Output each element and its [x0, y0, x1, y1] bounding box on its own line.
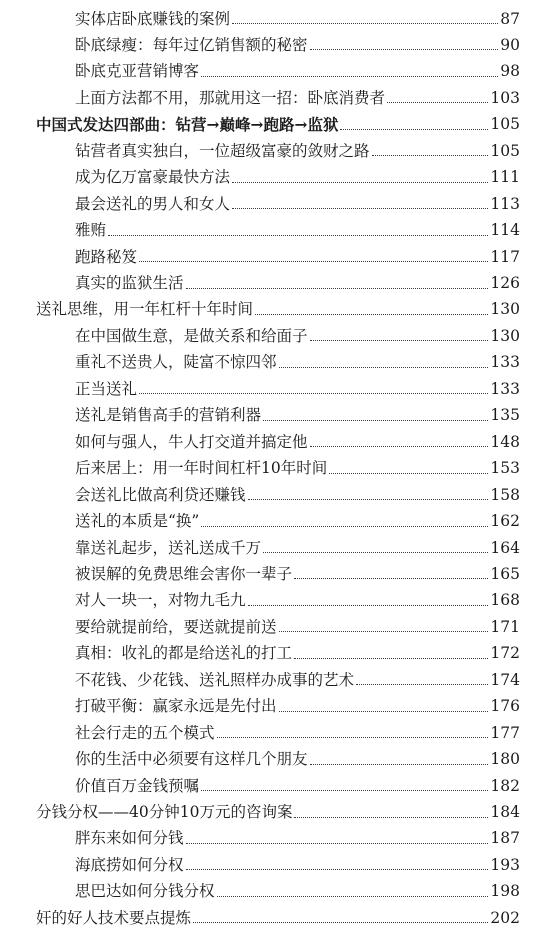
dot-leader: [294, 817, 488, 818]
toc-page-number: 130: [490, 326, 520, 345]
dot-leader: [232, 23, 498, 24]
toc-entry: [75, 769, 520, 795]
toc-page-number: 176: [490, 697, 520, 716]
toc-entry: [75, 478, 520, 504]
toc-entry-title: 上面方法都不用，那就用这一招：卧底消费者: [75, 88, 386, 107]
dot-leader: [217, 896, 489, 897]
toc-entry: [75, 505, 520, 531]
dot-leader: [139, 393, 488, 394]
toc-page-number: 90: [500, 35, 520, 54]
toc-entry: [75, 716, 520, 742]
toc-page-number: 165: [490, 564, 520, 583]
toc-entry: [75, 2, 520, 28]
dot-leader: [186, 288, 489, 289]
toc-entry: [75, 848, 520, 874]
toc-entry: [75, 81, 520, 107]
toc-entry-title: 真实的监狱生活: [75, 274, 184, 292]
toc-page-number: 174: [490, 670, 520, 689]
toc-page-number: 98: [500, 62, 520, 81]
toc-page-number: 133: [490, 353, 520, 372]
dot-leader: [193, 922, 488, 923]
toc-page-number: 130: [490, 300, 520, 319]
toc-entry-title: 成为亿万富豪最快方法: [75, 168, 231, 187]
toc-page-number: 114: [490, 221, 520, 240]
toc-page-number: 103: [490, 88, 520, 107]
dot-leader: [201, 76, 498, 77]
toc-page-number: 180: [490, 750, 520, 769]
toc-page-number: 162: [490, 512, 520, 531]
dot-leader: [217, 737, 489, 738]
toc-entry-title: 靠送礼起步，送礼送成千万: [75, 538, 262, 557]
toc-entry-title: 在中国做生意，是做关系和给面子: [75, 326, 308, 345]
toc-entry-title: 实体店卧底赚钱的案例: [75, 9, 231, 28]
toc-page-number: 105: [490, 141, 520, 160]
toc-entry: [75, 875, 520, 901]
toc-entry: [75, 28, 520, 54]
toc-page-number: 126: [490, 274, 520, 292]
toc-page-number: 153: [490, 459, 520, 478]
toc-entry-title: 卧底克亚营销博客: [75, 62, 200, 81]
dot-leader: [310, 340, 489, 341]
toc-entry-title: 打破平衡：赢家永远是先付出: [75, 697, 277, 716]
toc-page-number: 158: [490, 485, 520, 504]
toc-entry-title: 你的生活中必须要有这样几个朋友: [75, 750, 308, 769]
toc-entry-title: 送礼的本质是“换”: [75, 512, 200, 531]
toc-page-number: 184: [490, 803, 520, 821]
toc-entry-title: 不花钱、少花钱、送礼照样办成事的艺术: [75, 670, 355, 689]
toc-entry: [75, 557, 520, 583]
dot-leader: [263, 420, 488, 421]
dot-leader: [329, 473, 488, 474]
toc-entry: [75, 346, 520, 372]
toc-page-number: 117: [490, 247, 520, 266]
dot-leader: [232, 208, 488, 209]
dot-leader: [279, 367, 489, 368]
toc-entry: [75, 161, 520, 187]
toc-entry-title: 正当送礼: [75, 379, 138, 398]
toc-page-number: 187: [490, 829, 520, 848]
toc-entry: [75, 743, 520, 769]
dot-leader: [232, 182, 488, 183]
dot-leader: [263, 552, 488, 553]
toc-page-number: 177: [490, 723, 520, 742]
dot-leader: [279, 711, 489, 712]
toc-entry-title: 对人一块一，对物九毛九: [75, 591, 246, 610]
toc-page-number: 105: [490, 115, 520, 134]
toc-entry-title: 要给就提前给，要送就提前送: [75, 617, 277, 636]
toc-entry: [75, 319, 520, 345]
toc-entry-title: 最会送礼的男人和女人: [75, 194, 231, 213]
toc-entry: [75, 822, 520, 848]
toc-entry: [75, 187, 520, 213]
toc-entry-title: 分钱分权——40分钟10万元的咨询案: [36, 803, 293, 821]
toc-entry-title: 钻营者真实独白，一位超级富豪的敛财之路: [75, 141, 370, 160]
toc-entry-title: 胖东来如何分钱: [75, 829, 184, 848]
toc-page-number: 164: [490, 538, 520, 557]
dot-leader: [186, 869, 489, 870]
toc-page-number: 202: [490, 908, 520, 927]
dot-leader: [201, 526, 488, 527]
toc-page-number: 171: [490, 617, 520, 636]
toc-entry-title: 重礼不送贵人，陡富不惊四邻: [75, 353, 277, 372]
toc-entry: [75, 134, 520, 160]
toc-entry-title: 价值百万金钱预嘱: [75, 776, 200, 795]
toc-section-entry: [36, 796, 520, 822]
toc-entry-title: 真相：收礼的都是给送礼的打工: [75, 644, 293, 663]
dot-leader: [340, 129, 488, 130]
toc-section-entry: [36, 901, 520, 927]
toc-entry-title: 社会行走的五个模式: [75, 723, 215, 742]
toc-entry-title: 思巴达如何分钱分权: [75, 882, 215, 901]
toc-entry-title: 送礼是销售高手的营销利器: [75, 406, 262, 425]
toc-page-number: 148: [490, 432, 520, 451]
toc-entry: [75, 452, 520, 478]
toc-entry-title: 会送礼比做高利贷还赚钱: [75, 485, 246, 504]
toc-entry-title: 跑路秘笈: [75, 247, 138, 266]
dot-leader: [356, 684, 488, 685]
toc-entry-title: 后来居上：用一年时间杠杆10年时间: [75, 459, 328, 478]
toc-page-number: 133: [490, 379, 520, 398]
toc-page-number: 168: [490, 591, 520, 610]
toc-entry: [75, 690, 520, 716]
toc-page-number: 182: [490, 776, 520, 795]
toc-entry: [75, 425, 520, 451]
dot-leader: [186, 843, 489, 844]
toc-entry: [75, 55, 520, 81]
toc-entry: [75, 240, 520, 266]
toc-entry: [75, 267, 520, 293]
dot-leader: [248, 499, 489, 500]
toc-entry-title: 中国式发达四部曲：钻营→巅峰→跑路→监狱: [36, 115, 339, 135]
toc-section-entry: [36, 108, 520, 134]
toc-page-number: 172: [490, 644, 520, 663]
dot-leader: [201, 790, 488, 791]
toc-entry-title: 雅贿: [75, 221, 107, 240]
toc-entry-title: 被误解的免费思维会害你一辈子: [75, 564, 293, 583]
toc-entry: [75, 610, 520, 636]
dot-leader: [294, 578, 488, 579]
toc-page-number: 135: [490, 406, 520, 425]
toc-page-number: 193: [490, 855, 520, 874]
toc-entry: [75, 372, 520, 398]
toc-entry: [75, 531, 520, 557]
dot-leader: [108, 235, 488, 236]
dot-leader: [139, 261, 488, 262]
toc-section-entry: [36, 293, 520, 319]
toc-page-number: 113: [490, 194, 520, 213]
toc-entry: [75, 584, 520, 610]
toc-entry-title: 卧底绿瘦：每年过亿销售额的秘密: [75, 35, 308, 54]
toc-entry-title: 海底捞如何分权: [75, 855, 184, 874]
dot-leader: [279, 631, 489, 632]
toc-entry-title: 送礼思维，用一年杠杆十年时间: [36, 300, 254, 319]
toc-entry: [75, 399, 520, 425]
dot-leader: [310, 49, 499, 50]
dot-leader: [387, 102, 488, 103]
toc-page-number: 87: [500, 9, 520, 28]
dot-leader: [310, 764, 489, 765]
toc-entry-title: 如何与强人，牛人打交道并搞定他: [75, 432, 308, 451]
toc-page-number: 198: [490, 882, 520, 901]
toc-entry: [75, 637, 520, 663]
toc-entry-title: 奸的好人技术要点提炼: [36, 908, 192, 927]
toc-entry: [75, 663, 520, 689]
dot-leader: [294, 658, 488, 659]
dot-leader: [372, 155, 489, 156]
dot-leader: [310, 446, 489, 447]
dot-leader: [248, 605, 489, 606]
toc-page-number: 111: [490, 168, 520, 187]
toc-entry: [75, 214, 520, 240]
dot-leader: [255, 314, 488, 315]
